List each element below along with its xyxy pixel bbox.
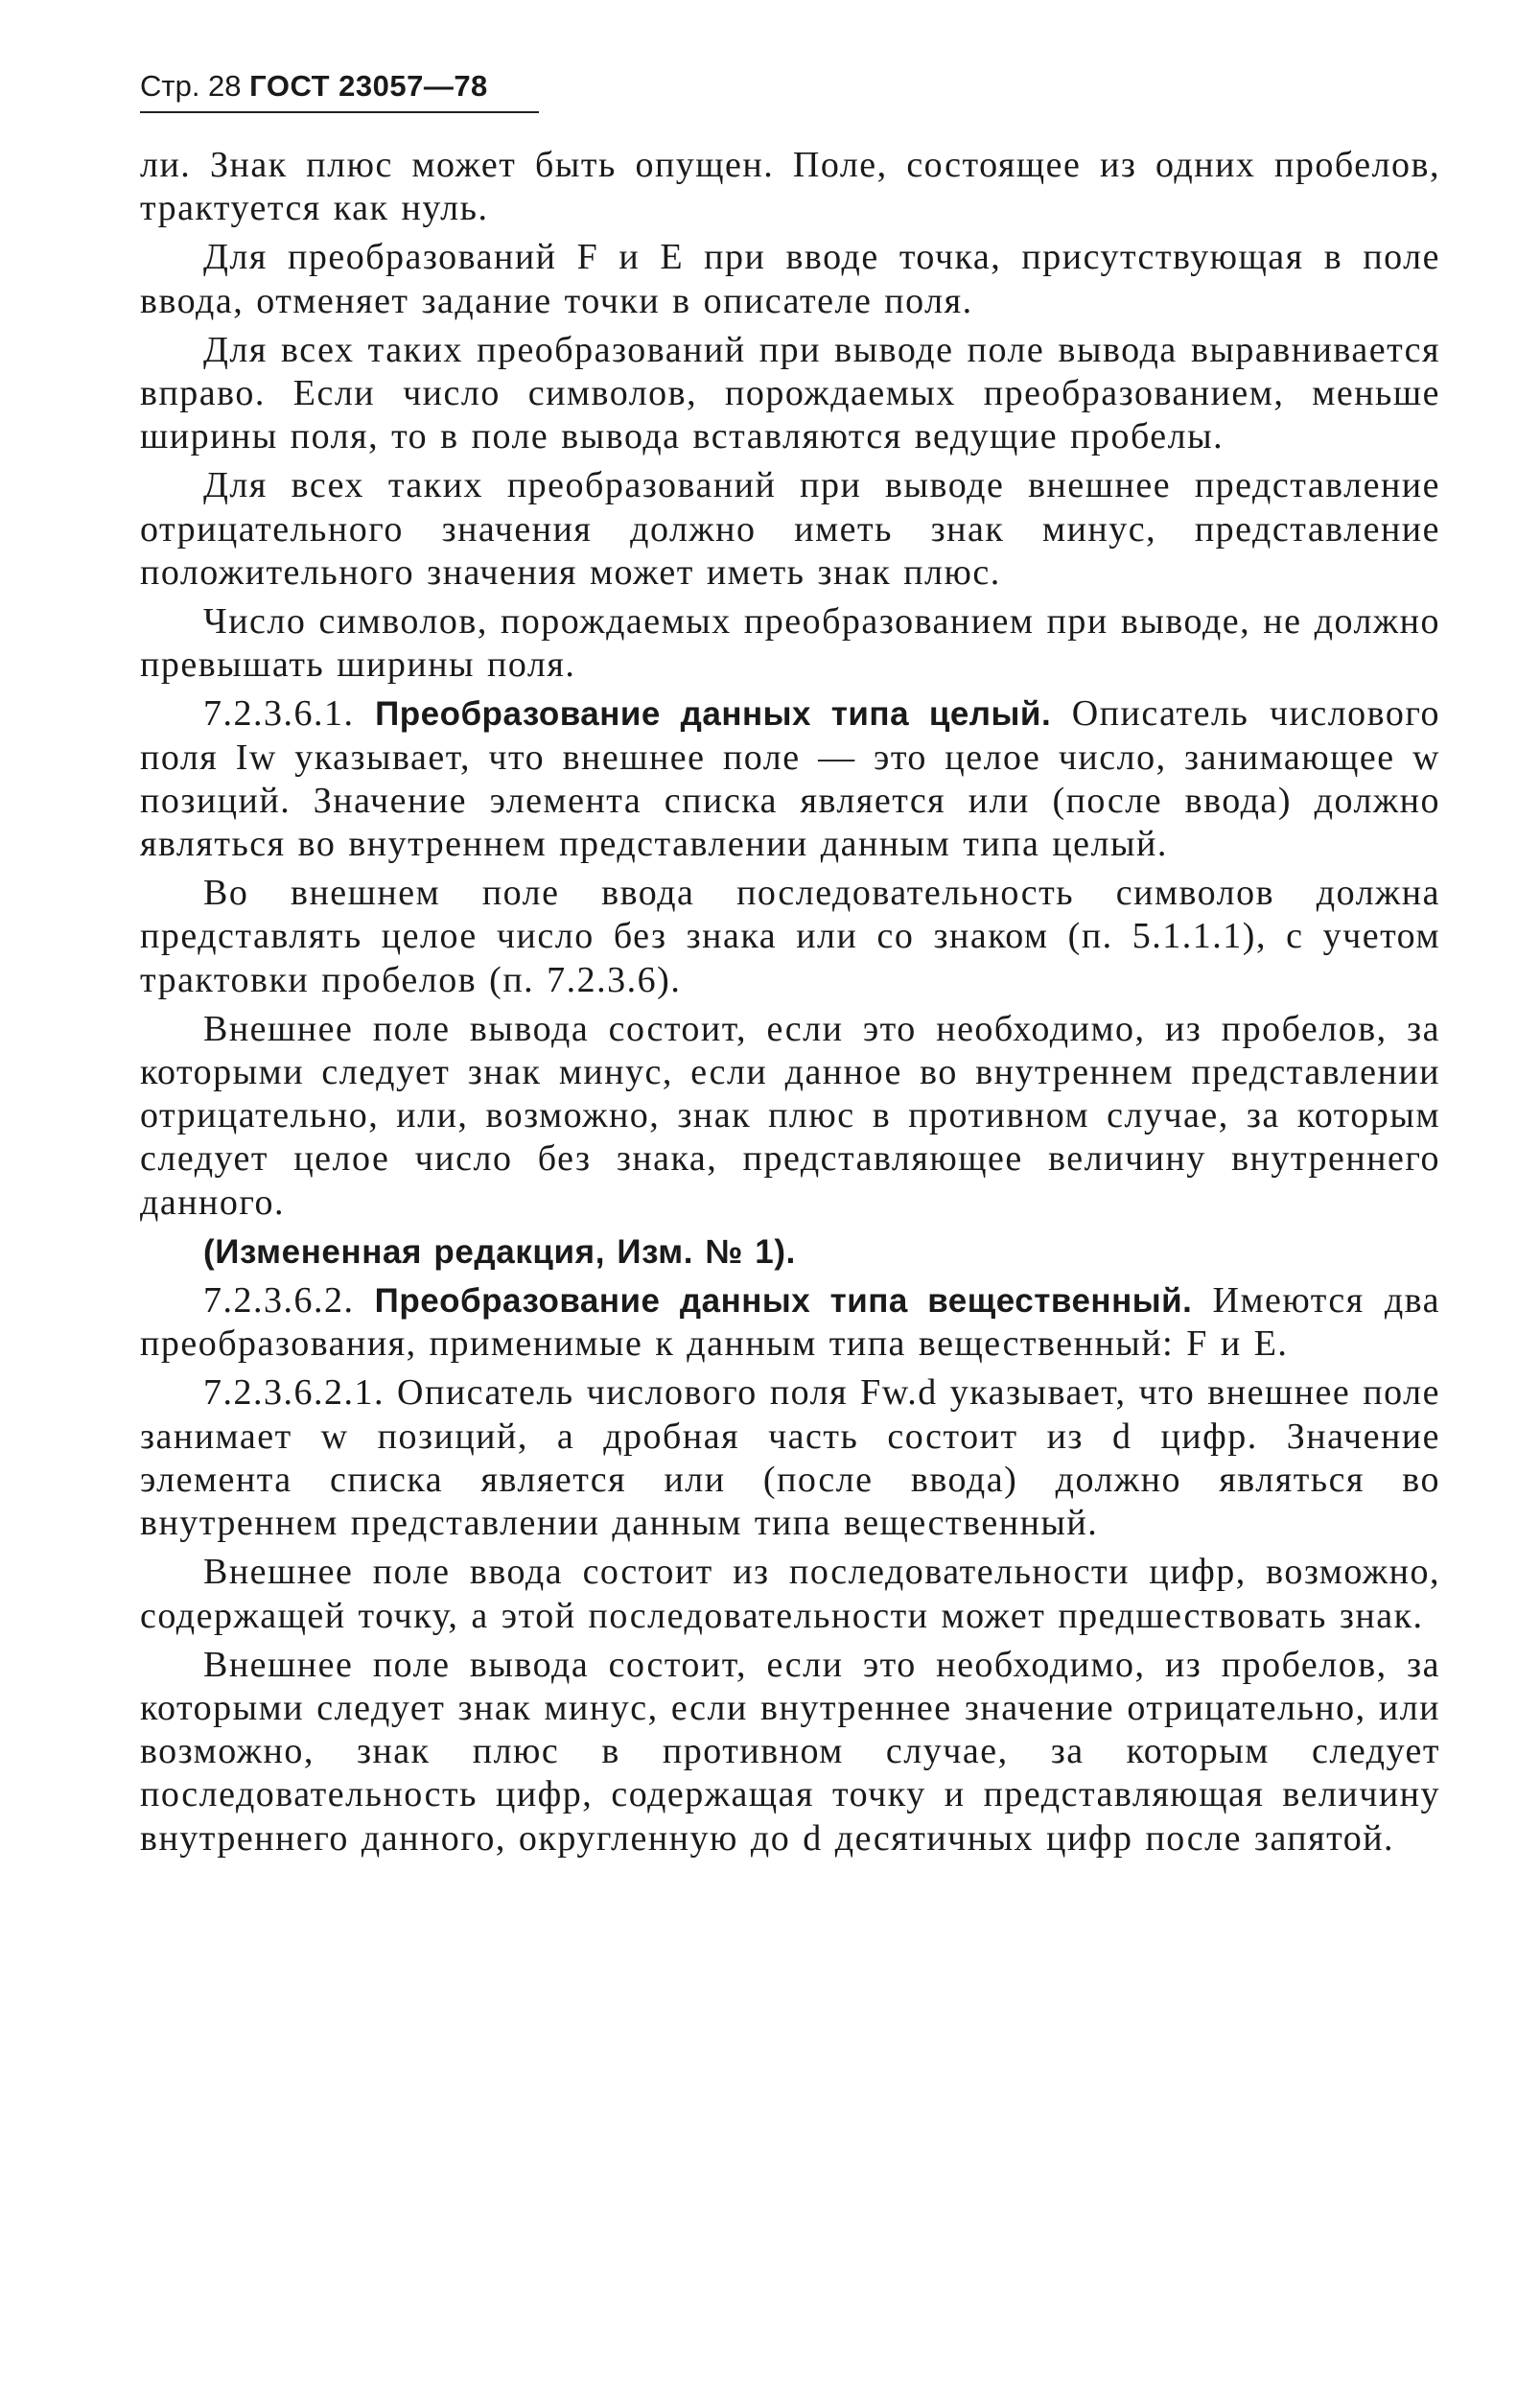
paragraph: Для всех таких преобразований при выводе внешнее представление отрицательного значения должно иметь знак минус, представление положительного значения может иметь знак плюс.: [140, 465, 1440, 593]
section-real-f-number: 7.2.3.6.2.1.: [203, 1372, 385, 1414]
paragraph: Внешнее поле вывода состоит, если это необходимо, из пробелов, за которыми следует знак минус, если данное во внутреннем представлении отрицательно, или, возможно, знак плюс в противном случае, за которым следует целое число без знака, представляющее величину внутреннего данного.: [140, 1008, 1440, 1223]
section-real-f-paragraph: [140, 1371, 1440, 1545]
section-integer-text: Описатель числового поля Iw указывает, что внешнее поле — это целое число, занимающее w позиций. Значение элемента списка является или (после ввода) должно являться во внутреннем представлении данным типа целый.: [140, 693, 1440, 865]
section-real-text: Имеются два преобразования, применимые к данным типа вещественный: F и E.: [140, 1280, 1440, 1365]
header-rule: [140, 111, 539, 113]
amendment-note: (Измененная редакция, Изм. № 1).: [203, 1232, 796, 1271]
paragraph: Для всех таких преобразований при выводе поле вывода выравнивается вправо. Если число символов, порождаемых преобразованием, меньше ширины поля, то в поле вывода вставляются ведущие пробелы.: [140, 329, 1440, 457]
paragraph: Внешнее поле ввода состоит из последовательности цифр, возможно, содержащей точку, а этой последовательности может предшествовать знак.: [140, 1552, 1440, 1636]
paragraph: Внешнее поле вывода состоит, если это необходимо, из пробелов, за которыми следует знак минус, если внутреннее значение отрицательно, или возможно, знак плюс в противном случае, за которым следует последовательность цифр, содержащая точку и представляющая величину внутреннего данного, округленную до d десятичных цифр после запятой.: [140, 1644, 1440, 1859]
paragraph: Число символов, порождаемых преобразованием при выводе, не должно превышать ширины поля.: [140, 601, 1440, 686]
paragraph-continuation: ли. Знак плюс может быть опущен. Поле, состоящее из одних пробелов, трактуется как нуль.: [140, 145, 1440, 229]
paragraph: Во внешнем поле ввода последовательность символов должна представлять целое число без знака или со знаком (п. 5.1.1.1), с учетом трактовки пробелов (п. 7.2.3.6).: [140, 873, 1440, 1000]
section-real-paragraph: [140, 1279, 1440, 1366]
section-integer-number: 7.2.3.6.1.: [203, 693, 355, 735]
body-text: [140, 144, 1440, 1866]
section-integer-paragraph: [140, 692, 1440, 866]
section-real-heading: Преобразование данных типа вещественный.: [374, 1282, 1193, 1321]
page-number: Стр. 28: [140, 69, 242, 103]
paragraph: Для преобразований F и E при вводе точка, присутствующая в поле ввода, отменяет задание точки в описателе поля.: [140, 237, 1440, 321]
section-integer-heading: Преобразование данных типа целый.: [375, 695, 1052, 734]
section-real-number: 7.2.3.6.2.: [203, 1280, 355, 1322]
page-header: [140, 67, 488, 105]
section-real-f-text: Описатель числового поля Fw.d указывает, что внешнее поле занимает w позиций, а дробная часть состоит из d цифр. Значение элемента списка является или (после ввода) должно являться во внутреннем представлении данным типа вещественный.: [140, 1372, 1440, 1544]
standard-designation: ГОСТ 23057—78: [249, 69, 488, 103]
